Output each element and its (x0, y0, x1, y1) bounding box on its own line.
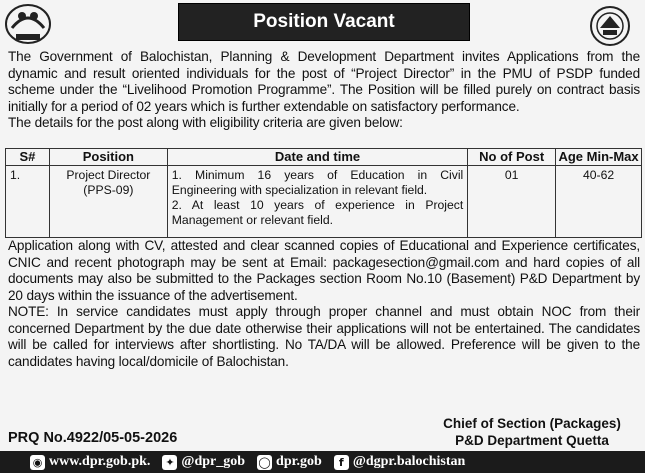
instagram-icon: ◯ (258, 455, 271, 469)
pnd-department-logo-icon (585, 4, 635, 48)
header-sno: S# (6, 149, 50, 166)
position-scale: (PPS-09) (83, 183, 134, 197)
cell-age: 40-62 (556, 166, 642, 238)
header-age: Age Min-Max (556, 149, 642, 166)
balochistan-emblem-icon (2, 2, 54, 48)
cell-sno: 1. (6, 166, 50, 238)
footer-instagram[interactable] (257, 454, 322, 470)
footer-website[interactable] (30, 454, 150, 470)
application-paragraph: Application along with CV, attested and clear scanned copies of Educational and Experience certificates, CNIC and recent photograph may be sent at Email: packagesection@gmail.com and hard copies of all documents may also be submitted to the Packages section Room No.10 (Basement) P&D Department by 20 days within the issuance of the advertisement. (8, 238, 640, 303)
header-position: Position (49, 149, 167, 166)
signature-title: Chief of Section (Packages) (443, 416, 621, 431)
position-title: Project Director (66, 168, 151, 182)
intro-paragraph: The Government of Balochistan, Planning & Development Department invites Applications from the dynamic and result oriented individuals for the post of “Project Director” in the PMU of PSDP funded scheme under the “Livelihood Promotion Programme”. The Position will be filled purely on contract basis initially for a period of 02 years which is further extendable on satisfactory performance. (8, 49, 640, 114)
footer-bar (0, 451, 645, 473)
table-row (6, 166, 642, 238)
header-no-of-post: No of Post (468, 149, 556, 166)
cell-criteria (167, 166, 467, 238)
page-title: Position Vacant (178, 3, 470, 41)
twitter-icon: ✦ (162, 455, 177, 470)
prq-number: PRQ No.4922/05-05-2026 (8, 430, 178, 446)
details-line: The details for the post along with eligibility criteria are given below: (8, 115, 403, 130)
positions-table (5, 148, 642, 238)
facebook-text: @dgpr.balochistan (352, 454, 466, 469)
note-paragraph: NOTE: In service candidates must apply through proper channel and must obtain NOC from their concerned Department by the due date otherwise their applications will not be entertained. The candidates will be called for interviews after shortlisting. No TA/DA will be allowed. Preference will be given to the candidates having local/domicile of Balochistan. (8, 304, 640, 369)
signature-block (424, 415, 640, 449)
header (0, 0, 645, 50)
globe-icon: ◉ (30, 455, 45, 470)
footer-twitter[interactable] (162, 454, 245, 470)
website-text: www.dpr.gob.pk. (49, 454, 151, 469)
signature-department: P&D Department Quetta (455, 433, 609, 448)
cell-position (49, 166, 167, 238)
criteria-item: 2. At least 10 years of experience in Project Management or relevant field. (171, 198, 464, 227)
facebook-icon: f (334, 455, 349, 470)
twitter-text: @dpr_gob (181, 454, 246, 469)
intro-section (8, 49, 640, 132)
body-section (8, 238, 640, 370)
header-date-time: Date and time (167, 149, 467, 166)
table-header-row (6, 149, 642, 166)
instagram-text: dpr.gob (276, 454, 322, 469)
cell-posts: 01 (468, 166, 556, 238)
footer-facebook[interactable] (334, 454, 466, 470)
criteria-item: 1. Minimum 16 years of Education in Civil Engineering with specialization in relevant field. (171, 168, 464, 197)
